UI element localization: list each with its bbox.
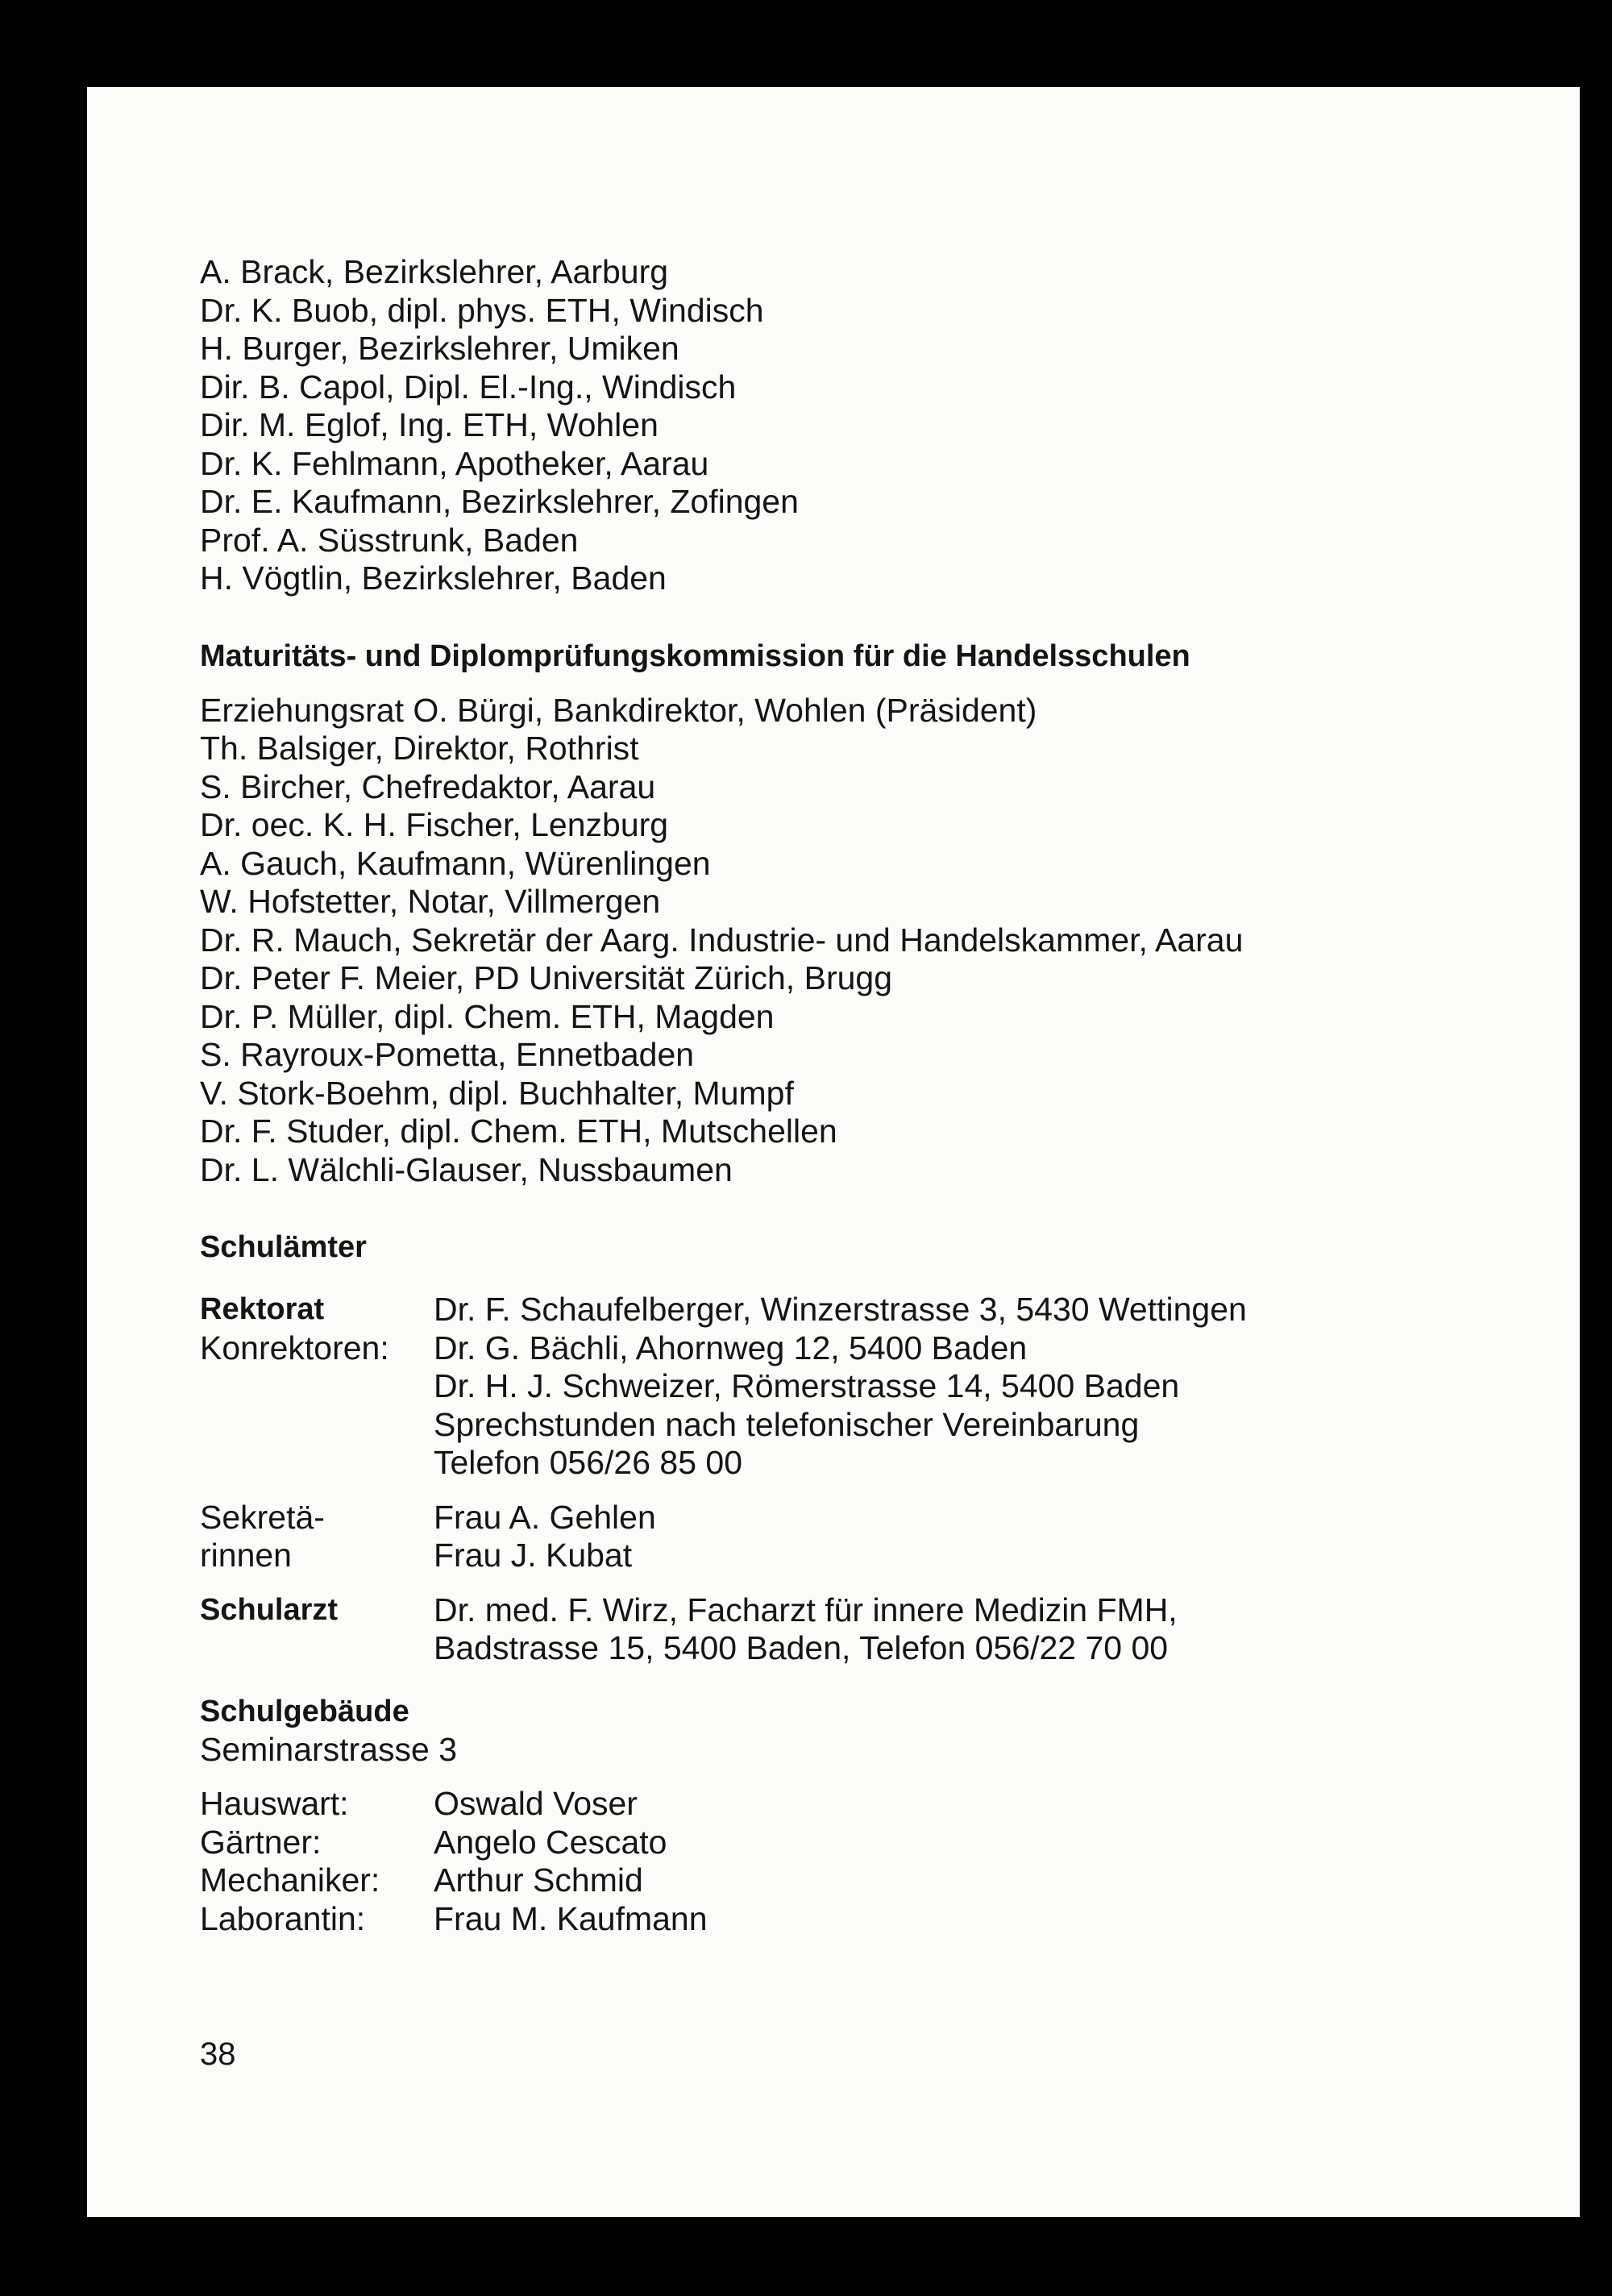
staff-name: Angelo Cescato [434,1823,667,1861]
staff-role: Hauswart: [200,1785,349,1822]
list-item: H. Vögtlin, Bezirkslehrer, Baden [200,559,667,597]
list-item: Dr. oec. K. H. Fischer, Lenzburg [200,806,669,843]
konrektor-line: Sprechstunden nach telefonischer Vereinbarung [434,1405,1140,1443]
konrektor-line: Dr. H. J. Schweizer, Römerstrasse 14, 5400 Baden [434,1367,1180,1404]
sekretaerin-name: Frau A. Gehlen [434,1498,656,1536]
staff-row [200,1824,1522,1862]
schularzt-row [200,1591,1522,1668]
document-page [87,87,1580,2217]
list-item: W. Hofstetter, Notar, Villmergen [200,883,661,920]
schulgebaeude-address: Seminarstrasse 3 [200,1730,458,1768]
staff-name: Arthur Schmid [434,1861,643,1899]
sekretaerinnen-row [200,1499,1522,1575]
staff-row [200,1785,1522,1824]
rektorat-label: Rektorat [200,1292,325,1326]
commission-list [200,692,1522,1190]
list-item: Erziehungsrat O. Bürgi, Bankdirektor, Wohlen (Präsident) [200,691,1037,729]
page-content [200,253,1522,1938]
list-item: Dr. P. Müller, dipl. Chem. ETH, Magden [200,997,775,1035]
list-item: Th. Balsiger, Direktor, Rothrist [200,730,639,767]
list-item: S. Bircher, Chefredaktor, Aarau [200,767,656,805]
list-item: Dr. E. Kaufmann, Bezirkslehrer, Zofingen [200,483,799,520]
list-item: Dir. M. Eglof, Ing. ETH, Wohlen [200,406,659,443]
staff-name: Oswald Voser [434,1785,638,1822]
konrektoren-label: Konrektoren: [200,1329,389,1366]
staff-row [200,1861,1522,1900]
list-item: A. Brack, Bezirkslehrer, Aarburg [200,253,669,290]
commission-heading: Maturitäts- und Diplomprüfungskommission für die Handelsschulen [200,638,1190,673]
list-item: Dr. L. Wälchli-Glauser, Nussbaumen [200,1150,733,1188]
konrektor-line: Dr. G. Bächli, Ahornweg 12, 5400 Baden [434,1329,1028,1366]
schulaemter-heading: Schulämter [200,1230,367,1264]
list-item: S. Rayroux-Pometta, Ennetbaden [200,1036,695,1073]
staff-role: Gärtner: [200,1823,322,1861]
list-item: H. Burger, Bezirkslehrer, Umiken [200,330,679,367]
konrektor-line: Telefon 056/26 85 00 [434,1444,742,1481]
schulgebaeude-heading: Schulgebäude [200,1694,409,1728]
staff-name: Frau M. Kaufmann [434,1899,708,1937]
list-item: Dir. B. Capol, Dipl. El.-Ing., Windisch [200,368,737,406]
list-item: Dr. F. Studer, dipl. Chem. ETH, Mutschellen [200,1113,837,1150]
list-item: Dr. K. Buob, dipl. phys. ETH, Windisch [200,291,764,329]
schularzt-line: Badstrasse 15, 5400 Baden, Telefon 056/22 70 00 [434,1629,1169,1666]
list-item: Dr. K. Fehlmann, Apotheker, Aarau [200,444,709,482]
schularzt-line: Dr. med. F. Wirz, Facharzt für innere Medizin FMH, [434,1591,1178,1628]
sekretaerin-name: Frau J. Kubat [434,1537,633,1574]
list-item: V. Stork-Boehm, dipl. Buchhalter, Mumpf [200,1074,794,1112]
list-item: A. Gauch, Kaufmann, Würenlingen [200,844,711,882]
rektorat-row [200,1291,1522,1329]
konrektoren-row [200,1329,1522,1483]
rektorat-value: Dr. F. Schaufelberger, Winzerstrasse 3, 5430 Wettingen [434,1291,1247,1328]
list-item: Dr. R. Mauch, Sekretär der Aarg. Industrie- und Handelskammer, Aarau [200,921,1244,959]
sekretaerinnen-label-2: rinnen [200,1537,292,1574]
staff-role: Mechaniker: [200,1861,380,1899]
schularzt-label: Schularzt [200,1592,339,1627]
staff-role: Laborantin: [200,1899,366,1937]
list-item: Dr. Peter F. Meier, PD Universität Zürich, Brugg [200,959,892,996]
list-1 [200,253,1522,598]
sekretaerinnen-label: Sekretä- [200,1498,325,1536]
list-item: Prof. A. Süsstrunk, Baden [200,521,579,559]
page-number: 38 [200,2036,236,2072]
staff-row [200,1900,1522,1939]
